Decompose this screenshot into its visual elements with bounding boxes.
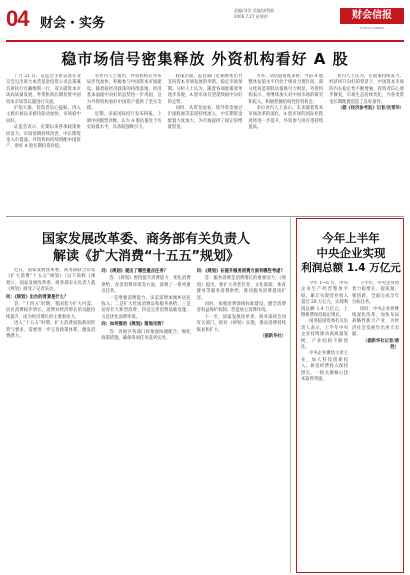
middle-headline-line2: 解读《扩大消费“十五五”规划》 <box>52 249 240 264</box>
paragraph: 有业内人士指出，外资机构在华布局步伐加快，积极参与中国资本市场建设。随着稳经济政策的持续落地，经济基本面稳中向好的态势进一步巩固，这为外资机构看好中国资产提供了坚实支撑。 <box>86 74 162 112</box>
middle-headline-line1: 国家发展改革委、商务部有关负责人 <box>41 232 250 247</box>
paragraph: 下一步，国家发展改革委、商务部将会同有关部门，抓好《规划》实施，推动消费持续恢复和扩大。 <box>196 314 286 333</box>
question: 问：如何推动《规划》落地见效？ <box>101 322 166 328</box>
paragraph: 多位业内人士表示，未来随着资本市场改革的深化，A 股市场的国际化程度将进一步提升，外资参与度有望持续提高。 <box>248 106 324 131</box>
masthead <box>0 0 410 44</box>
paragraph: 国务院国资委有关负责人表示，上半年中央企业持续推动高质量发展，产业结构不断优化。 <box>301 319 348 351</box>
lead-column <box>6 74 81 214</box>
lead-column <box>87 74 162 214</box>
byline: （据《经济参考报》记者/吴雪华） <box>337 106 404 112</box>
paragraph: 下半年，中央企业将着力稳增长、提质量、强创新，全面完成全年目标任务。 <box>352 281 399 306</box>
lead-body <box>6 74 404 214</box>
paragraph: 近期，多家国际投行发布研报，上调中国股票评级，认为 A 股估值处于历史较低水平，具备较强吸引力。 <box>86 112 162 131</box>
sidebar-column <box>352 281 399 567</box>
byline: （据新华社记者/唐胜） <box>363 338 399 351</box>
lead-headline: 稳市场信号密集释放 外资机构看好 A 股 <box>61 50 349 68</box>
page-number: 04 <box>6 6 29 31</box>
paragraph: 今年 1—6 月，中央企业生产经营整体平稳，累计实现营业收入超过 20 万亿元，实现利润总额 1.4 万亿元，上缴税费保持稳定增长。 <box>301 281 348 319</box>
question: 问：《规划》在提升服务消费方面有哪些考虑？ <box>196 269 285 274</box>
sidebar-body <box>301 281 399 567</box>
paragraph: 答：各地区各部门将加强协调配合，细化政策措施，确保各项任务落到实处。 <box>101 329 191 342</box>
lead-column <box>329 74 404 214</box>
lead-column <box>248 74 323 214</box>
page-meta <box>234 8 334 20</box>
brand-logo: 财会信报 <box>340 8 404 24</box>
paragraph: 证监会表示，近期以来各项政策协同发力，市场预期持续改善，中长期资金入市提速。外资机构持续增配中国资产，看好 A 股长期投资价值。 <box>6 125 81 150</box>
date-line: 2006.7.27 星期四 <box>234 14 268 19</box>
paragraph: 同时，加强消费领域标准建设，健全消费者权益保护机制，营造放心消费环境。 <box>196 302 286 314</box>
paragraph: 政策层面，监管部门近期密集出台支持资本市场发展的举措，稳定市场预期。分析人士认为，随着各项政策效果逐步显现，A 股市场有望延续稳中向好的走势。 <box>167 74 243 105</box>
lead-column <box>168 74 243 214</box>
paragraph: 一是增强消费能力，多渠道增加城乡居民收入；二是扩大优质消费品和服务供给；三是培育壮大新型消费；四是完善消费基础设施；五是优化消费环境。 <box>101 295 191 320</box>
middle-column <box>197 268 286 570</box>
header-rule <box>6 40 404 42</box>
paragraph: 沪指大涨，投资者信心提振，进入主板市场以来板块轮动加快，市场稳中向好。 <box>6 106 81 124</box>
middle-column <box>101 268 190 570</box>
editor-line: 责编/刘莹 美编/唐利源 <box>234 8 274 13</box>
sidebar-headline-line1: 今年上半年 <box>322 231 380 245</box>
paragraph: 近日，国家发展改革委、商务部联合印发《扩大消费“十五五”规划》（以下简称《规划》）。国家发展改革委、商务部有关负责人就《规划》接受了记者采访。 <box>6 268 96 293</box>
sidebar-story <box>296 218 404 573</box>
paragraph: 7 月 21 日，证监会主席吴清在北京会见出席大本营基金投资公司总裁兼首席执行官戴维斯一行，双方就资本市场高质量发展、外资机构长期投资中国资本市场等议题进行交流。 <box>6 74 81 105</box>
paragraph: 同时，中央企业将继续深化改革，加快布局战略性新兴产业，为经济社会发展作出更大贡献。 <box>352 306 399 338</box>
paragraph: 另外，从估值角度来看，当前 A 股整体估值水平仍处于相对合理区间，部分优质蓝筹股估值吸引力明显。外资机构表示，将继续加大对中国市场的研究和投入，积极把握结构性投资机会。 <box>248 74 324 105</box>
middle-body <box>6 268 286 570</box>
column-divider <box>290 218 291 573</box>
byline: （据新华社） <box>260 334 286 340</box>
paragraph: 同时，从资金面看，境外资金通过沪深股通等渠道持续流入，中长期资金配置力度加大，为市场提供了稳定的增量资金。 <box>167 106 243 131</box>
question: 问：《规划》提出了哪些重点任务？ <box>101 269 168 274</box>
section-title: 财会・实务 <box>40 16 106 31</box>
sidebar-headline-line2: 中央企业实现 <box>316 246 386 260</box>
paragraph: 业内人士认为，在政策持续发力、经济回升向好的背景下，中国资本市场的内在稳定性不断增强，投资者信心逐步修复，市场生态持续优化，为各类资金长期配置创造了良好条件。 <box>329 74 404 105</box>
paragraph: 答：“十四五”时期，我国着力扩大内需，居民消费稳步增长，消费对经济增长的贡献持续提升，成为经济增长的主要驱动力。 <box>6 302 96 320</box>
sidebar-column <box>301 281 348 567</box>
paragraph: 答：服务消费是消费增长的重要动力。《规划》提出，要扩大养老托育、文化旅游、体育健身等服务消费供给，推动服务消费提质扩容。 <box>196 276 286 301</box>
paragraph: 中央企业聚焦主责主业，加大科技创新投入，研发经费投入保持增长，一批关键核心技术取得突破。 <box>301 351 348 383</box>
paragraph: 进入“十五五”时期，扩大消费面临新的形势与要求，需要进一步完善政策体系，激发消费潜力。 <box>6 321 96 340</box>
brand-subtitle: CAIKUAI XINBAO <box>359 26 385 30</box>
section-divider <box>6 216 404 217</box>
question: 问：《规划》出台的背景是什么？ <box>6 294 69 300</box>
middle-column <box>6 268 95 570</box>
sidebar-headline-line3: 利润总额 1.4 万亿元 <box>301 262 401 274</box>
paragraph: 答：《规划》围绕提升消费能力、优化消费供给、改善消费环境等方面，部署了一系列重点任务。 <box>101 276 191 295</box>
